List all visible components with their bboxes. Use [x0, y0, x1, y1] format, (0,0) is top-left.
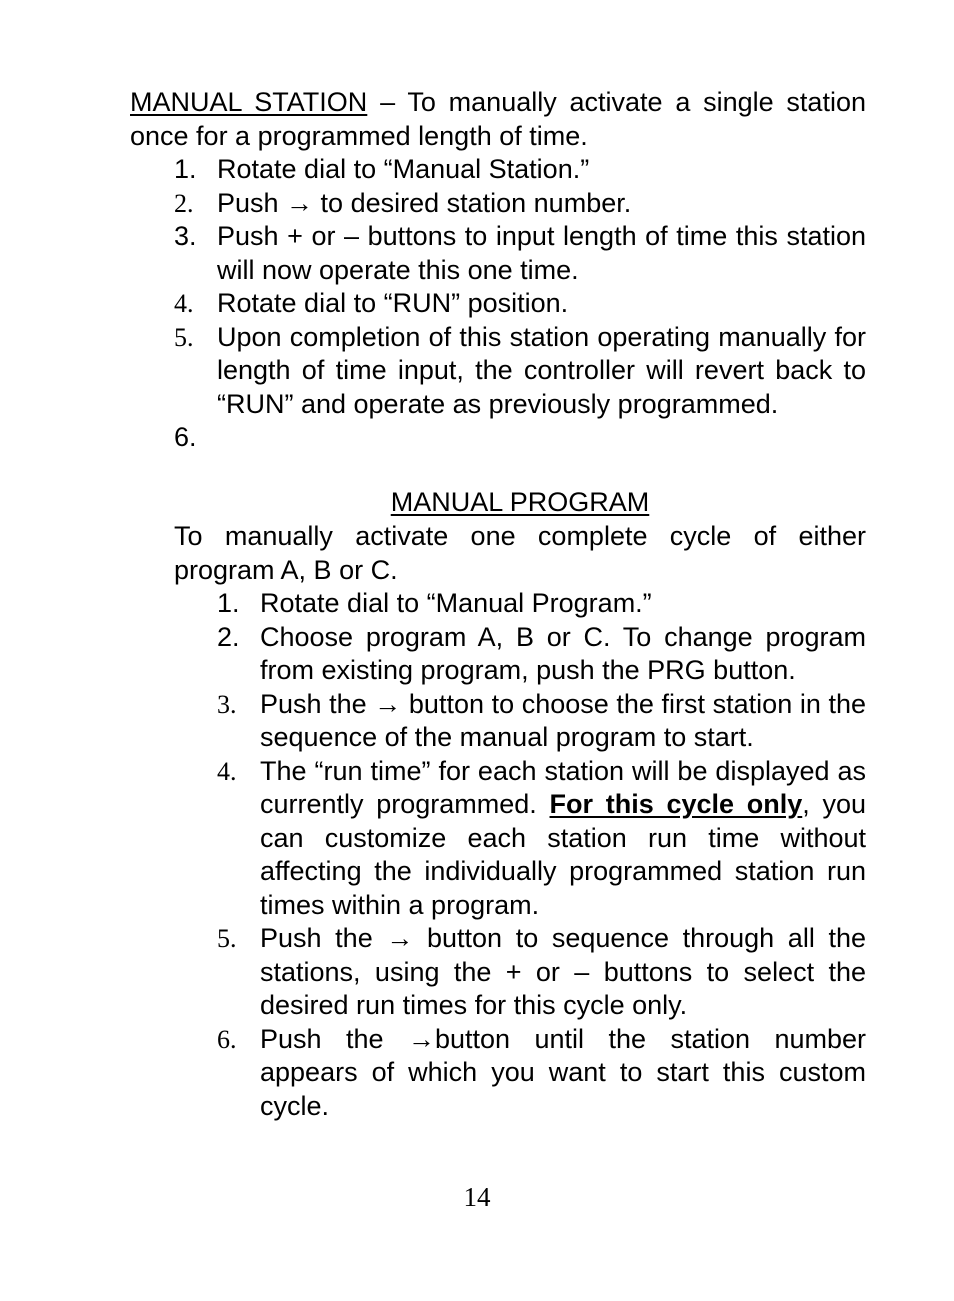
- manual-station-heading: MANUAL STATION: [130, 87, 368, 117]
- list-item: [217, 621, 866, 688]
- step-number: 6.: [174, 422, 197, 452]
- step-text: Rotate dial to “Manual Station.”: [217, 154, 590, 184]
- step-text: Choose program A, B or C. To change program from existing program, push the PRG button.: [260, 621, 866, 685]
- step-text: Rotate dial to “RUN” position.: [217, 288, 569, 318]
- step-text: Push + or – buttons to input length of time this station will now operate this one time.: [217, 221, 866, 285]
- manual-station-steps: [174, 153, 866, 455]
- manual-program-heading: MANUAL PROGRAM: [390, 487, 650, 517]
- step-text-after: , you can customize each station run time without affecting the individually programmed station run times within a program.: [260, 789, 866, 920]
- step-number: 5.: [174, 322, 194, 352]
- step-number: 3.: [217, 689, 237, 719]
- step-number: 3.: [174, 221, 197, 251]
- emphasis-text: For this cycle only: [549, 789, 803, 819]
- manual-program-intro: To manually activate one complete cycle of either program A, B or C.: [174, 521, 866, 585]
- list-item: [217, 688, 866, 755]
- step-text: Push the →button until the station number appears of which you want to start this custom cycle.: [260, 1023, 866, 1121]
- manual-station-intro-text: – To manually activate a single station once for a programmed length of time.: [130, 87, 866, 151]
- list-item: [174, 321, 866, 422]
- step-number: 2.: [217, 621, 240, 652]
- page-number: 14: [463, 1182, 491, 1212]
- manual-station-intro: [130, 86, 866, 153]
- step-number: 6.: [217, 1024, 237, 1054]
- step-number: 1.: [174, 154, 197, 184]
- step-number: 1.: [217, 588, 240, 618]
- list-item: [174, 153, 866, 187]
- list-item: [174, 421, 866, 455]
- step-text: Push the → button to choose the first station in the sequence of the manual program to start.: [260, 688, 866, 752]
- step-number: 4.: [174, 289, 194, 318]
- step-number: 4.: [217, 756, 237, 786]
- step-text: Push → to desired station number.: [217, 187, 632, 218]
- step-text-before: The “run time” for each station will be displayed as currently programmed.: [260, 755, 866, 819]
- list-item: [217, 755, 866, 923]
- list-item: [174, 287, 866, 321]
- list-item: [217, 587, 866, 621]
- list-item: [174, 187, 866, 221]
- list-item: [174, 220, 866, 287]
- list-item: [217, 1023, 866, 1124]
- list-item: [217, 922, 866, 1023]
- step-text: Push the → button to sequence through all the stations, using the + or – buttons to select the desired run times for this cycle only.: [260, 923, 866, 1020]
- step-number: 2.: [174, 188, 194, 218]
- step-number: 5.: [217, 924, 237, 953]
- step-text: Rotate dial to “Manual Program.”: [260, 588, 652, 618]
- manual-program-steps: [217, 587, 866, 1123]
- step-text: Upon completion of this station operating manually for length of time input, the controller will revert back to “RUN” and operate as previously programmed.: [217, 321, 866, 419]
